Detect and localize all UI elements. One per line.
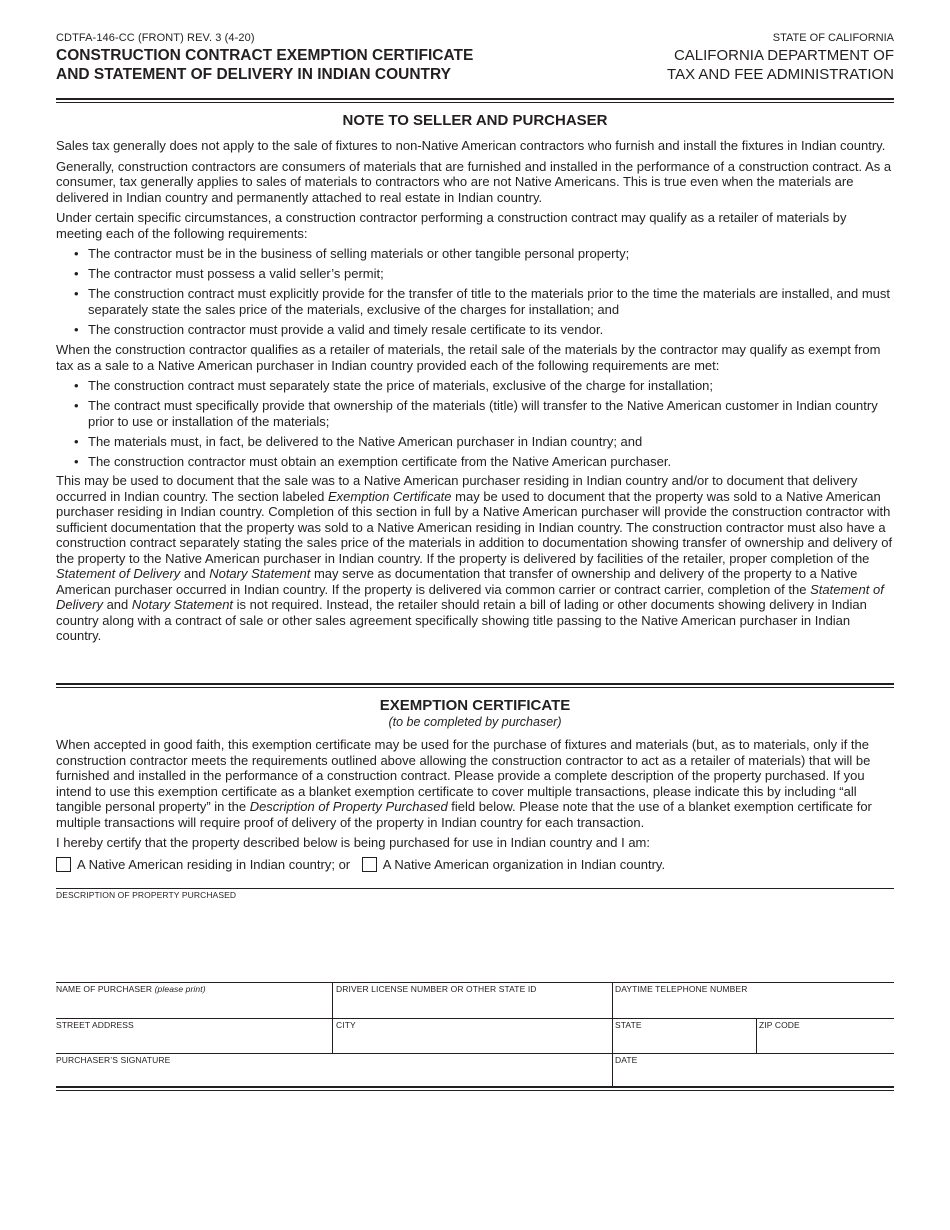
- exemption-section: [56, 697, 894, 873]
- signature-field-label: PURCHASER’S SIGNATURE: [56, 1055, 171, 1065]
- note-paragraph-4: When the construction contractor qualifies as a retailer of materials, the retail sale of the materials by the contractor may qualify as exempt from tax as a sale to a Native American purchaser in Indian country provided each of the following requirements are met:: [56, 342, 881, 373]
- note-p5-text: This may be used to document that the sale was to a Native American purchaser residing in Indian country and/or to document that delivery occurred in Indian country. The section labeled: [56, 473, 858, 504]
- form-number: CDTFA-146-CC (FRONT) REV. 3 (4-20): [56, 32, 255, 44]
- state-field-label: STATE: [615, 1020, 642, 1030]
- note-p5-italic: Statement of Delivery: [56, 566, 181, 581]
- form-title-line1: CONSTRUCTION CONTRACT EXEMPTION CERTIFICATE: [56, 47, 474, 64]
- note-p5-text: and: [102, 597, 132, 612]
- field-divider: [332, 1018, 333, 1054]
- list-item: • The contract must specifically provide that ownership of the materials (title) will transfer to the Native American customer in Indian country prior to use or installation of the materials;: [56, 398, 894, 429]
- exemption-text: field below. Please note that the use of a blanket exemption certificate for multiple transactions will require proof of delivery of the property in Indian country for each transaction.: [56, 799, 872, 830]
- description-field-label: DESCRIPTION OF PROPERTY PURCHASED: [56, 890, 237, 900]
- signature-field[interactable]: [56, 1065, 610, 1085]
- exemption-subheading: (to be completed by purchaser): [388, 715, 562, 729]
- agency-line1: CALIFORNIA DEPARTMENT OF: [673, 47, 894, 64]
- exemption-text: When accepted in good faith, this exemption certificate may be used for the purchase of fixtures and materials (but, as to materials, only if the construction contractor meets the requirements outlined above allowing the construction contractor to act as a retailer of materials) that will be furnished and installed in the performance of a construction contract. Please provide a complete description of the property purchased. If you intend to use this exemption certificate as a blanket exemption certificate to cover multiple transactions, please indicate this by including “all tangible personal property” in the: [56, 737, 871, 814]
- note-paragraph-1: Sales tax generally does not apply to the sale of fixtures to non-Native American contractors who furnish and install the fixtures in Indian country.: [56, 138, 886, 153]
- header-divider: [56, 98, 894, 103]
- note-heading: NOTE TO SELLER AND PURCHASER: [342, 112, 608, 129]
- note-p5-text: may serve as documentation that transfer of ownership and delivery of the property to a Native American purchaser occurred in Indian country. If the property is delivered via common carrier or contract carrier, completion of the: [56, 566, 858, 597]
- form-title-line2: AND STATEMENT OF DELIVERY IN INDIAN COUNTRY: [56, 66, 451, 83]
- phone-field-label: DAYTIME TELEPHONE NUMBER: [615, 984, 748, 994]
- note-section: [56, 112, 894, 644]
- street-field-label: STREET ADDRESS: [56, 1020, 134, 1030]
- exemption-paragraph: [56, 737, 894, 830]
- state-label: STATE OF CALIFORNIA: [772, 32, 894, 44]
- section-divider: [56, 683, 894, 688]
- option2-label: A Native American organization in Indian country.: [382, 856, 666, 872]
- zip-field-label: ZIP CODE: [759, 1020, 800, 1030]
- form-title: [56, 46, 473, 84]
- date-field[interactable]: [615, 1065, 893, 1085]
- list-item: • The construction contract must explicitly provide for the transfer of title to the materials prior to the time the materials are installed, and must separately state the sales price of the materials, exclusive of the charges for installation; and: [56, 286, 894, 317]
- note-p5-text: is not required. Instead, the retailer should retain a bill of lading or other documents showing delivery in Indian country along with a contract of sale or other sales agreement specifically showing title passing to the Native American purchaser in Indian country.: [56, 597, 867, 643]
- zip-code-field[interactable]: [759, 1030, 893, 1052]
- list-item: • The construction contractor must obtain an exemption certificate from the Native American purchaser.: [56, 454, 894, 470]
- native-american-resident-checkbox[interactable]: [56, 857, 71, 872]
- native-american-organization-checkbox[interactable]: [362, 857, 377, 872]
- exemption-heading: EXEMPTION CERTIFICATE: [379, 697, 571, 714]
- note-paragraph-3: Under certain specific circumstances, a construction contractor performing a construction contract may qualify as a retailer of materials by meeting each of the following requirements:: [56, 210, 847, 241]
- date-field-label: DATE: [615, 1055, 638, 1065]
- street-address-field[interactable]: [56, 1030, 330, 1052]
- field-divider: [756, 1018, 757, 1054]
- list-item: • The construction contractor must provide a valid and timely resale certificate to its vendor.: [56, 322, 894, 338]
- name-field-label: [56, 984, 206, 994]
- note-paragraph-2: Generally, construction contractors are consumers of materials that are furnished and installed in the performance of a construction contract. As a consumer, tax generally applies to sales of materials to contractors who are not Native Americans. This is true even when the materials are delivered in Indian country and permanently attached to real estate in Indian country.: [56, 158, 892, 205]
- name-label-hint: (please print): [154, 984, 206, 994]
- retailer-requirements-list: [56, 246, 894, 337]
- form-header: [56, 0, 894, 100]
- list-item: • The construction contract must separately state the price of materials, exclusive of the charge for installation;: [56, 378, 894, 394]
- field-divider: [332, 982, 333, 1018]
- footer-divider: [56, 1086, 894, 1091]
- license-number-field[interactable]: [336, 994, 610, 1016]
- note-p5-italic: Exemption Certificate: [327, 488, 452, 504]
- note-p5-text: may be used to document that the property was sold to a Native American purchaser residing in Indian country. Completion of this section in full by a Native American purchaser will provide the construction contractor with sufficient documentation that the property was sold to a Native American residing in Indian country. The construction contractor must also have a construction contract separately stating the sales price of the materials in addition to documentation showing transfer of ownership and delivery of the property to the Native American purchaser in Indian country. If the property is delivered by facilities of the retailer, proper completion of the: [56, 488, 893, 566]
- state-field[interactable]: [615, 1030, 755, 1052]
- phone-number-field[interactable]: [615, 994, 893, 1016]
- row3-border: [56, 1053, 894, 1054]
- exemption-requirements-list: [56, 378, 894, 469]
- exemption-italic: Description of Property Purchased: [249, 799, 448, 814]
- field-divider: [612, 982, 613, 1088]
- option1-label: A Native American residing in Indian country; or: [77, 856, 351, 872]
- list-item: • The contractor must be in the business of selling materials or other tangible personal property;: [56, 246, 894, 262]
- city-field[interactable]: [336, 1030, 610, 1052]
- note-p5-italic: Notary Statement: [131, 597, 234, 612]
- name-label-text: NAME OF PURCHASER: [56, 984, 153, 994]
- row1-border: [56, 982, 894, 983]
- list-item: • The contractor must possess a valid seller’s permit;: [56, 266, 894, 282]
- note-p5-text: and: [180, 566, 210, 581]
- agency-line2: TAX AND FEE ADMINISTRATION: [667, 66, 894, 83]
- note-p5-italic: Notary Statement: [209, 566, 311, 581]
- purchaser-type-options: [56, 856, 894, 873]
- note-paragraph-5: [56, 473, 894, 644]
- row2-border: [56, 1018, 894, 1019]
- description-field[interactable]: [56, 900, 894, 980]
- agency-name: [667, 46, 894, 84]
- purchaser-name-field[interactable]: [56, 994, 330, 1016]
- form-page: [56, 0, 894, 1065]
- description-field-border: [56, 888, 894, 889]
- city-field-label: CITY: [336, 1020, 356, 1030]
- list-item: • The materials must, in fact, be delivered to the Native American purchaser in Indian country; and: [56, 434, 894, 450]
- certify-statement: I hereby certify that the property described below is being purchased for use in Indian country and I am:: [56, 835, 651, 850]
- license-field-label: DRIVER LICENSE NUMBER OR OTHER STATE ID: [336, 984, 537, 994]
- note-p5-italic: Statement of Delivery: [56, 581, 884, 612]
